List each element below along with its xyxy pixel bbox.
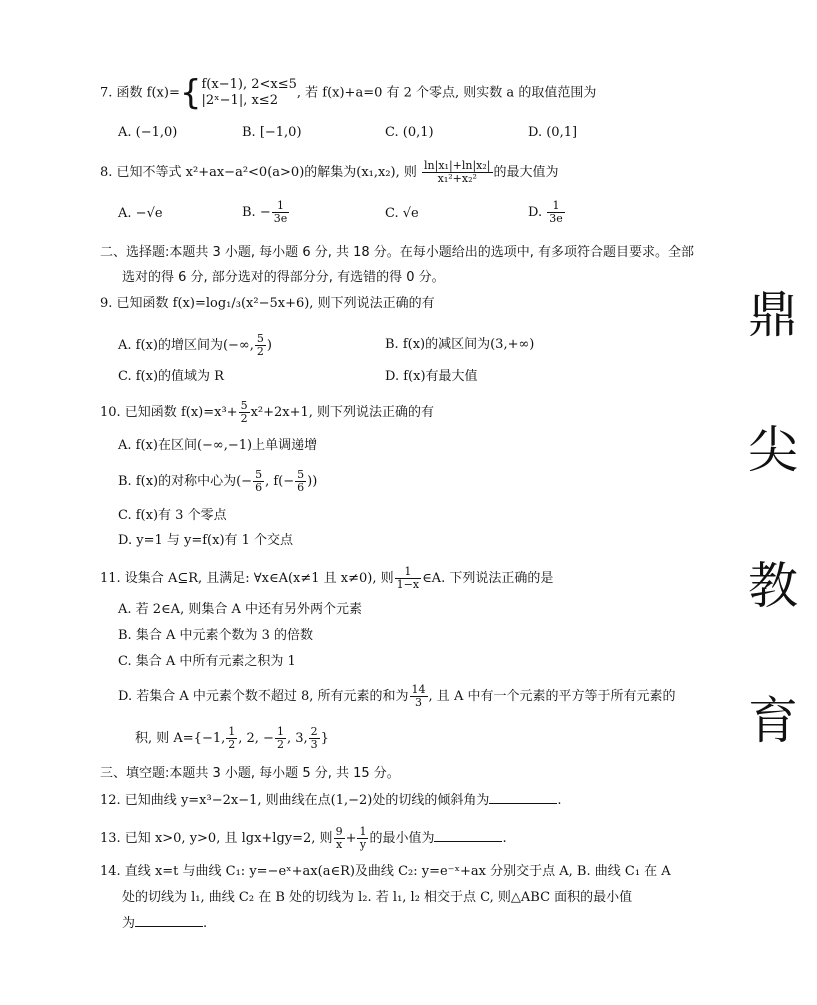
side-label-char-4: 育	[748, 692, 798, 750]
q7-option-d: D. (0,1]	[528, 125, 578, 140]
q7-brace: {	[179, 73, 202, 113]
q10-option-d: D. y=1 与 y=f(x)有 1 个交点	[118, 533, 294, 548]
question-14-line-2: 处的切线为 l₁, 曲线 C₂ 在 B 处的切线为 l₂. 若 l₁, l₂ 相交于点 C, 则△ABC 面积的最小值	[122, 890, 633, 905]
q8-option-b: B. − $\frac{1}{3e}$	[242, 199, 288, 225]
q13-answer-blank	[434, 829, 502, 842]
side-label-char-3: 教	[748, 557, 798, 615]
side-label-char-2: 尖	[748, 421, 798, 479]
q7-case-2: |2ˣ−1|, x≤2	[201, 93, 278, 108]
q11-option-d-cont: 积, 则 A={−1, $\frac{1}{2}$ , 2, − $\frac{1}{2}$ , 3, $\frac{2}{3}$ }	[135, 725, 329, 751]
q11-option-c: C. 集合 A 中所有元素之积为 1	[118, 654, 296, 669]
q7-option-b: B. [−1,0)	[242, 125, 302, 140]
q10-option-b: B. f(x)的对称中心为(− $\frac{5}{6}$ , f(− $\frac{5}{6}$ ))	[118, 468, 318, 494]
section-2-heading: 二、选择题:本题共 3 小题, 每小题 6 分, 共 18 分。在每小题给出的选项中, 有多项符合题目要求。全部	[100, 245, 695, 260]
q9-option-b: B. f(x)的减区间为(3,+∞)	[385, 337, 535, 352]
question-7	[100, 73, 597, 113]
q11-option-d: D. 若集合 A 中元素个数不超过 8, 所有元素的和为 $\frac{14}{3}$ , 且 A 中有一个元素的平方等于所有元素的	[118, 683, 676, 709]
section-2-heading-cont: 选对的得 6 分, 部分选对的得部分分, 有选错的得 0 分。	[122, 270, 445, 285]
q7-prefix: 7. 函数 f(x)=	[100, 85, 180, 101]
question-11-stem: 11. 设集合 A⊆R, 且满足: ∀x∈A(x≠1 且 x≠0), 则 $\frac{1}{1-x}$ ∈A. 下列说法正确的是	[100, 565, 554, 591]
side-label-char-1: 鼎	[748, 286, 798, 344]
q9-option-c: C. f(x)的值域为 R	[118, 369, 224, 384]
q8-option-c: C. √e	[385, 206, 419, 221]
q9-option-a: A. f(x)的增区间为(−∞, $\frac{5}{2}$ )	[118, 332, 272, 358]
q14-answer-blank	[135, 914, 203, 927]
section-3-heading: 三、填空题:本题共 3 小题, 每小题 5 分, 共 15 分。	[100, 766, 400, 781]
q8-fraction: $\frac{\text{ln|x₁|+ln|x₂|}}{\text{x₁²+x₂²}}$	[424, 159, 491, 185]
question-9-stem: 9. 已知函数 f(x)=log₁/₃(x²−5x+6), 则下列说法正确的有	[100, 296, 435, 311]
q7-case-1: f(x−1), 2<x≤5	[201, 77, 297, 92]
q8-option-a: A. −√e	[118, 206, 163, 221]
question-10-stem: 10. 已知函数 f(x)=x³+ $\frac{5}{2}$ x²+2x+1, 则下列说法正确的有	[100, 399, 435, 425]
q12-answer-blank	[489, 791, 557, 804]
q10-option-a: A. f(x)在区间(−∞,−1)上单调递增	[118, 438, 318, 453]
q7-piecewise	[202, 77, 297, 109]
q8-suffix: 的最大值为	[493, 165, 559, 180]
q11-option-b: B. 集合 A 中元素个数为 3 的倍数	[118, 628, 314, 643]
question-13: 13. 已知 x>0, y>0, 且 lgx+lgy=2, 则 $\frac{9}{x}$ + $\frac{1}{y}$ 的最小值为 .	[100, 825, 507, 851]
q10-option-c: C. f(x)有 3 个零点	[118, 508, 227, 523]
q8-prefix: 8. 已知不等式 x²+ax−a²<0(a>0)的解集为(x₁,x₂), 则	[100, 165, 417, 180]
q7-suffix: , 若 f(x)+a=0 有 2 个零点, 则实数 a 的取值范围为	[296, 85, 597, 101]
q8-option-d: D. $\frac{1}{3e}$	[528, 199, 563, 225]
q7-option-c: C. (0,1)	[385, 125, 434, 140]
question-14-line-1: 14. 直线 x=t 与曲线 C₁: y=−eˣ+ax(a∈R)及曲线 C₂: y=e⁻ˣ+ax 分别交于点 A, B. 曲线 C₁ 在 A	[100, 864, 671, 879]
question-14-line-3: 为 .	[122, 916, 208, 931]
question-12: 12. 已知曲线 y=x³−2x−1, 则曲线在点(1,−2)处的切线的倾斜角为 .	[100, 793, 562, 808]
q7-option-a: A. (−1,0)	[118, 125, 178, 140]
q9-option-d: D. f(x)有最大值	[385, 369, 478, 384]
question-8	[100, 160, 559, 185]
q11-option-a: A. 若 2∈A, 则集合 A 中还有另外两个元素	[118, 602, 362, 617]
